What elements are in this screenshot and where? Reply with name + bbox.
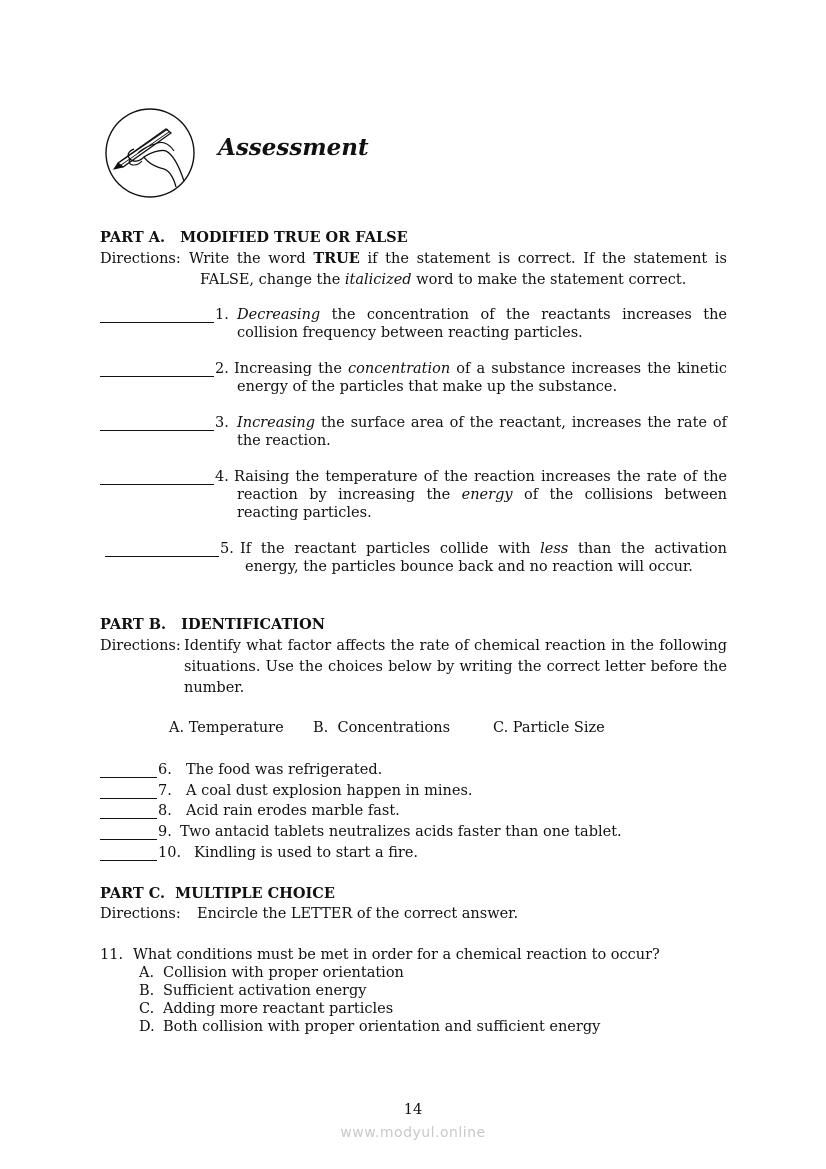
answer-blank[interactable] [105, 542, 219, 557]
assessment-page: Assessment PART A. MODIFIED TRUE OR FALSE Directions: Write the word TRUE if the statement is correct. If the statement is FALSE, change the italicized word to make the statement correct. 1. Decreasing the concentration of the reactants increases the collision frequency between reacting particles. 2. Increasing the concentration of a substance increases the kinetic energy of the particles that make up the substance. 3. Increasing the surface area of the reactant, increases the rate of the reaction. 4. Raising the temperature of the reaction increases the rate of the reaction by increasing the energy of the collisions between reacting particles. 5. If the reactant particles collide with less than the activation energy, the particles bounce back and no reaction will occur. PART B. IDENTIFICATION Directions: Identify what factor affects the rate of chemical reaction in the following situations. Use the choices below by writing the correct letter before the number. A. Temperature B. Concentrations C. Particle Size 6. The food was refrigerated. 7. A coal dust explosion happen in mines. 8. Acid rain erodes marble fast. 9. Two antacid tablets neutralizes acids faster than one tablet. 10. Kindling is used to start a fire. PART C. MULTIPLE CHOICE Directions: Encircle the LETTER of the correct answer. 11. What conditions must be met in order for a chemical reaction to occur? A. Collision with proper orientation B. Sufficient activation energy C. Adding more reactant particles D. Both collision with proper orientation and sufficient energy 14 www.modyul.online [0, 0, 826, 1169]
part-b-directions-label: Directions: [100, 638, 181, 654]
answer-blank[interactable] [100, 784, 157, 799]
part-c-directions-label: Directions: [100, 906, 181, 922]
answer-blank[interactable] [100, 470, 214, 485]
answer-blank[interactable] [100, 308, 214, 323]
hand-writing-pencil-icon [104, 107, 196, 199]
part-b-heading: PART B. IDENTIFICATION [100, 616, 325, 633]
question-text: What conditions must be met in order for a chemical reaction to occur? [133, 947, 660, 963]
part-a-directions-label: Directions: [100, 251, 181, 267]
watermark: www.modyul.online [340, 1125, 486, 1141]
choice-b: B. Concentrations [313, 720, 451, 736]
page-title: Assessment [218, 134, 369, 161]
page-number: 14 [403, 1102, 423, 1118]
answer-blank[interactable] [100, 362, 214, 377]
part-a-directions-line2: FALSE, change the italicized word to make the statement correct. [200, 272, 687, 288]
part-a-directions-line1: Write the word TRUE if the statement is correct. If the statement is [189, 250, 727, 267]
answer-blank[interactable] [100, 846, 157, 861]
part-c-directions: Encircle the LETTER of the correct answer. [197, 906, 519, 922]
answer-blank[interactable] [100, 416, 214, 431]
answer-blank[interactable] [100, 804, 157, 819]
choice-c: C. Particle Size [493, 720, 605, 736]
part-a-heading: PART A. MODIFIED TRUE OR FALSE [100, 229, 408, 246]
choice-a: A. Temperature [169, 720, 284, 736]
answer-blank[interactable] [100, 825, 157, 840]
answer-blank[interactable] [100, 763, 157, 778]
part-c-heading: PART C. MULTIPLE CHOICE [100, 885, 335, 902]
